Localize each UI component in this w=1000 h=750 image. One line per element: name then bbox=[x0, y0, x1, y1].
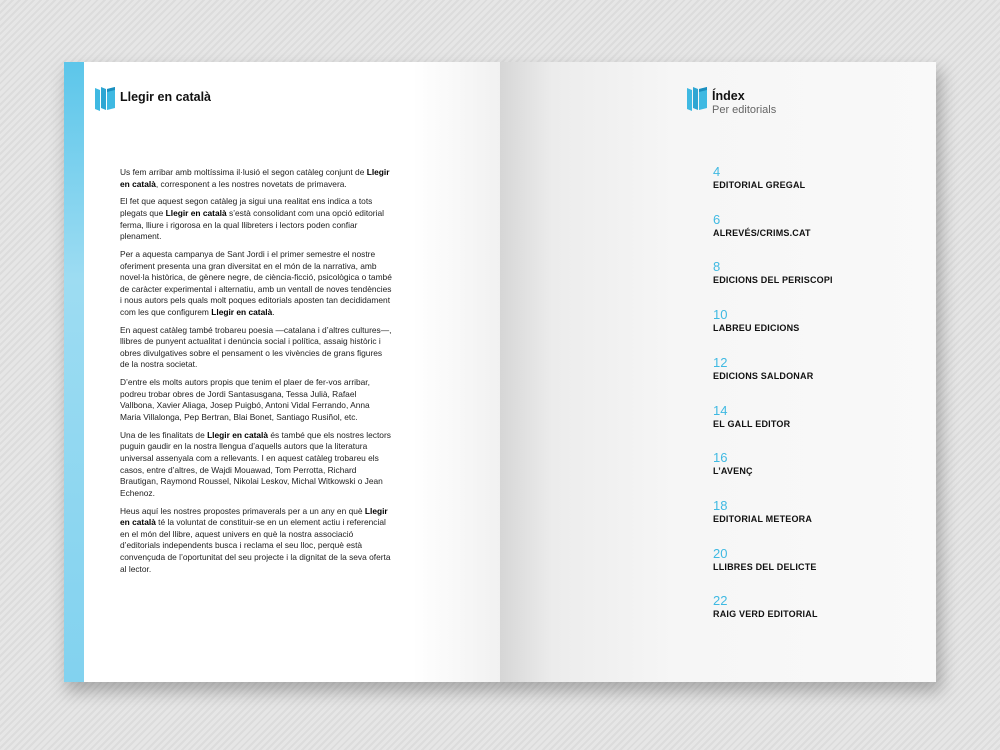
intro-paragraph bbox=[120, 249, 392, 319]
intro-paragraph bbox=[120, 196, 392, 242]
toc-page-number: 8 bbox=[713, 259, 721, 275]
toc-publisher-name: L’AVENÇ bbox=[713, 466, 753, 477]
brand-name-inline: Llegir en català bbox=[165, 207, 227, 218]
brand-name-inline: Llegir en català bbox=[120, 505, 388, 528]
book-logo-icon bbox=[94, 86, 116, 112]
toc-entry bbox=[713, 498, 812, 525]
toc-entry bbox=[713, 403, 790, 430]
toc-publisher-name: RAIG VERD EDITORIAL bbox=[713, 609, 818, 620]
toc-entry bbox=[713, 212, 811, 239]
brand-name-inline: Llegir en català bbox=[211, 306, 273, 317]
toc-page-number: 10 bbox=[713, 307, 728, 323]
paragraph-text: En aquest catàleg també trobareu poesia —catalana i d’altres cultures—, llibres de punyent actualitat i denúncia social i política, assaig històric i obres divulgatives sobre el pensament o les vivències de grans figures de la nostra societat. bbox=[120, 324, 392, 370]
toc-entry bbox=[713, 307, 800, 334]
toc-publisher-name: EDICIONS SALDONAR bbox=[713, 370, 814, 381]
intro-paragraph bbox=[120, 325, 392, 371]
toc-page-number: 20 bbox=[713, 545, 728, 561]
toc-publisher-name: EDITORIAL METEORA bbox=[713, 513, 813, 524]
toc-publisher-name: EL GALL EDITOR bbox=[713, 418, 791, 429]
paragraph-text: D’entre els molts autors propis que tenim el plaer de fer-vos arribar, podreu trobar obres de Jordi Santasusgana, Tessa Julià, Rafael Vallbona, Xavier Aliaga, Josep Puigbó, Antoni Vidal Ferrando, Anna Maria Villalonga, Pep Bertran, Blai Bonet, Santiago Rusiñol, etc. bbox=[120, 377, 370, 423]
paragraph-text: és també que els nostres lectors puguin gaudir en la nostra llengua d’aquells autors que la literatura universal assenyala com a rellevants. I en aquest catàleg trobareu els casos, entre d’altres, de Wajdi Mouawad, Tom Perrotta, Richard Brautigan, Raymond Roussel, Nikolai Leskov, Michal Witkowski o Jean Echenoz. bbox=[120, 429, 391, 498]
toc-page-number: 12 bbox=[713, 354, 728, 370]
toc-entry bbox=[713, 355, 813, 382]
intro-text bbox=[120, 167, 392, 581]
toc-page-number: 4 bbox=[713, 164, 721, 179]
toc-entry bbox=[713, 450, 753, 477]
brand-name-inline: Llegir en català bbox=[120, 167, 390, 189]
toc-publisher-name: ALREVÉS/CRIMS.CAT bbox=[713, 227, 811, 238]
brand-name-inline: Llegir en català bbox=[207, 429, 269, 440]
index-subtitle: Per editorials bbox=[712, 104, 777, 116]
toc-publisher-name: EDITORIAL GREGAL bbox=[713, 180, 806, 190]
intro-paragraph bbox=[120, 430, 392, 500]
paragraph-text: El fet que aquest segon catàleg ja sigui una realitat ens indica a tots plegats que bbox=[120, 196, 373, 218]
paragraph-text: Us fem arribar amb moltíssima il·lusió el segon catàleg conjunt de bbox=[120, 167, 367, 177]
toc-page-number: 16 bbox=[713, 450, 728, 466]
paragraph-text: , corresponent a les nostres novetats de primavera. bbox=[155, 178, 347, 189]
toc-entry bbox=[713, 593, 818, 620]
paragraph-text: Per a aquesta campanya de Sant Jordi i el primer semestre el nostre oferiment presenta una gran diversitat en el món de la narrativa, amb novel·la històrica, de gènere negre, de ciència-ficció, psicològica o també de caràcter experimental i alternatiu, amb un ventall de noves tendències i nous autors pels quals molt poques editorials aposten tan decididament com les que configurem bbox=[120, 248, 392, 317]
toc-entry bbox=[713, 259, 833, 286]
toc-entry bbox=[713, 164, 805, 191]
toc-page-number: 22 bbox=[713, 593, 728, 609]
toc-entry bbox=[713, 546, 817, 573]
paragraph-text: Heus aquí les nostres propostes primaverals per a un any en què bbox=[120, 505, 365, 516]
index-logo-icon bbox=[686, 86, 708, 112]
toc-page-number: 14 bbox=[713, 402, 728, 418]
intro-paragraph bbox=[120, 377, 392, 423]
paragraph-text: Una de les finalitats de bbox=[120, 429, 208, 440]
index-title: Índex bbox=[712, 89, 745, 103]
toc-publisher-name: LLIBRES DEL DELICTE bbox=[713, 561, 817, 572]
toc-publisher-name: LABREU EDICIONS bbox=[713, 323, 800, 334]
paragraph-text: s’està consolidant com una opció editorial ferma, lliure i rigorosa en la qual llibreters i lectors poden confiar plenament. bbox=[120, 207, 384, 242]
toc-page-number: 18 bbox=[713, 497, 728, 513]
toc-page-number: 6 bbox=[713, 211, 721, 227]
paragraph-text: té la voluntat de constituir-se en un element actiu i referencial en el món del llibre, aquest univers en què la nostra associació d’editorials independents busca i reclama el seu lloc, perquè està convençuda de l’oportunitat del seu projecte i la dignitat de la seva oferta al lector. bbox=[120, 517, 391, 574]
brand-title: Llegir en català bbox=[120, 90, 212, 104]
toc-publisher-name: EDICIONS DEL PERISCOPI bbox=[713, 275, 833, 286]
paragraph-text: . bbox=[272, 306, 275, 317]
intro-paragraph bbox=[120, 167, 392, 190]
cover-edge-strip bbox=[64, 62, 84, 682]
intro-paragraph bbox=[120, 506, 392, 576]
